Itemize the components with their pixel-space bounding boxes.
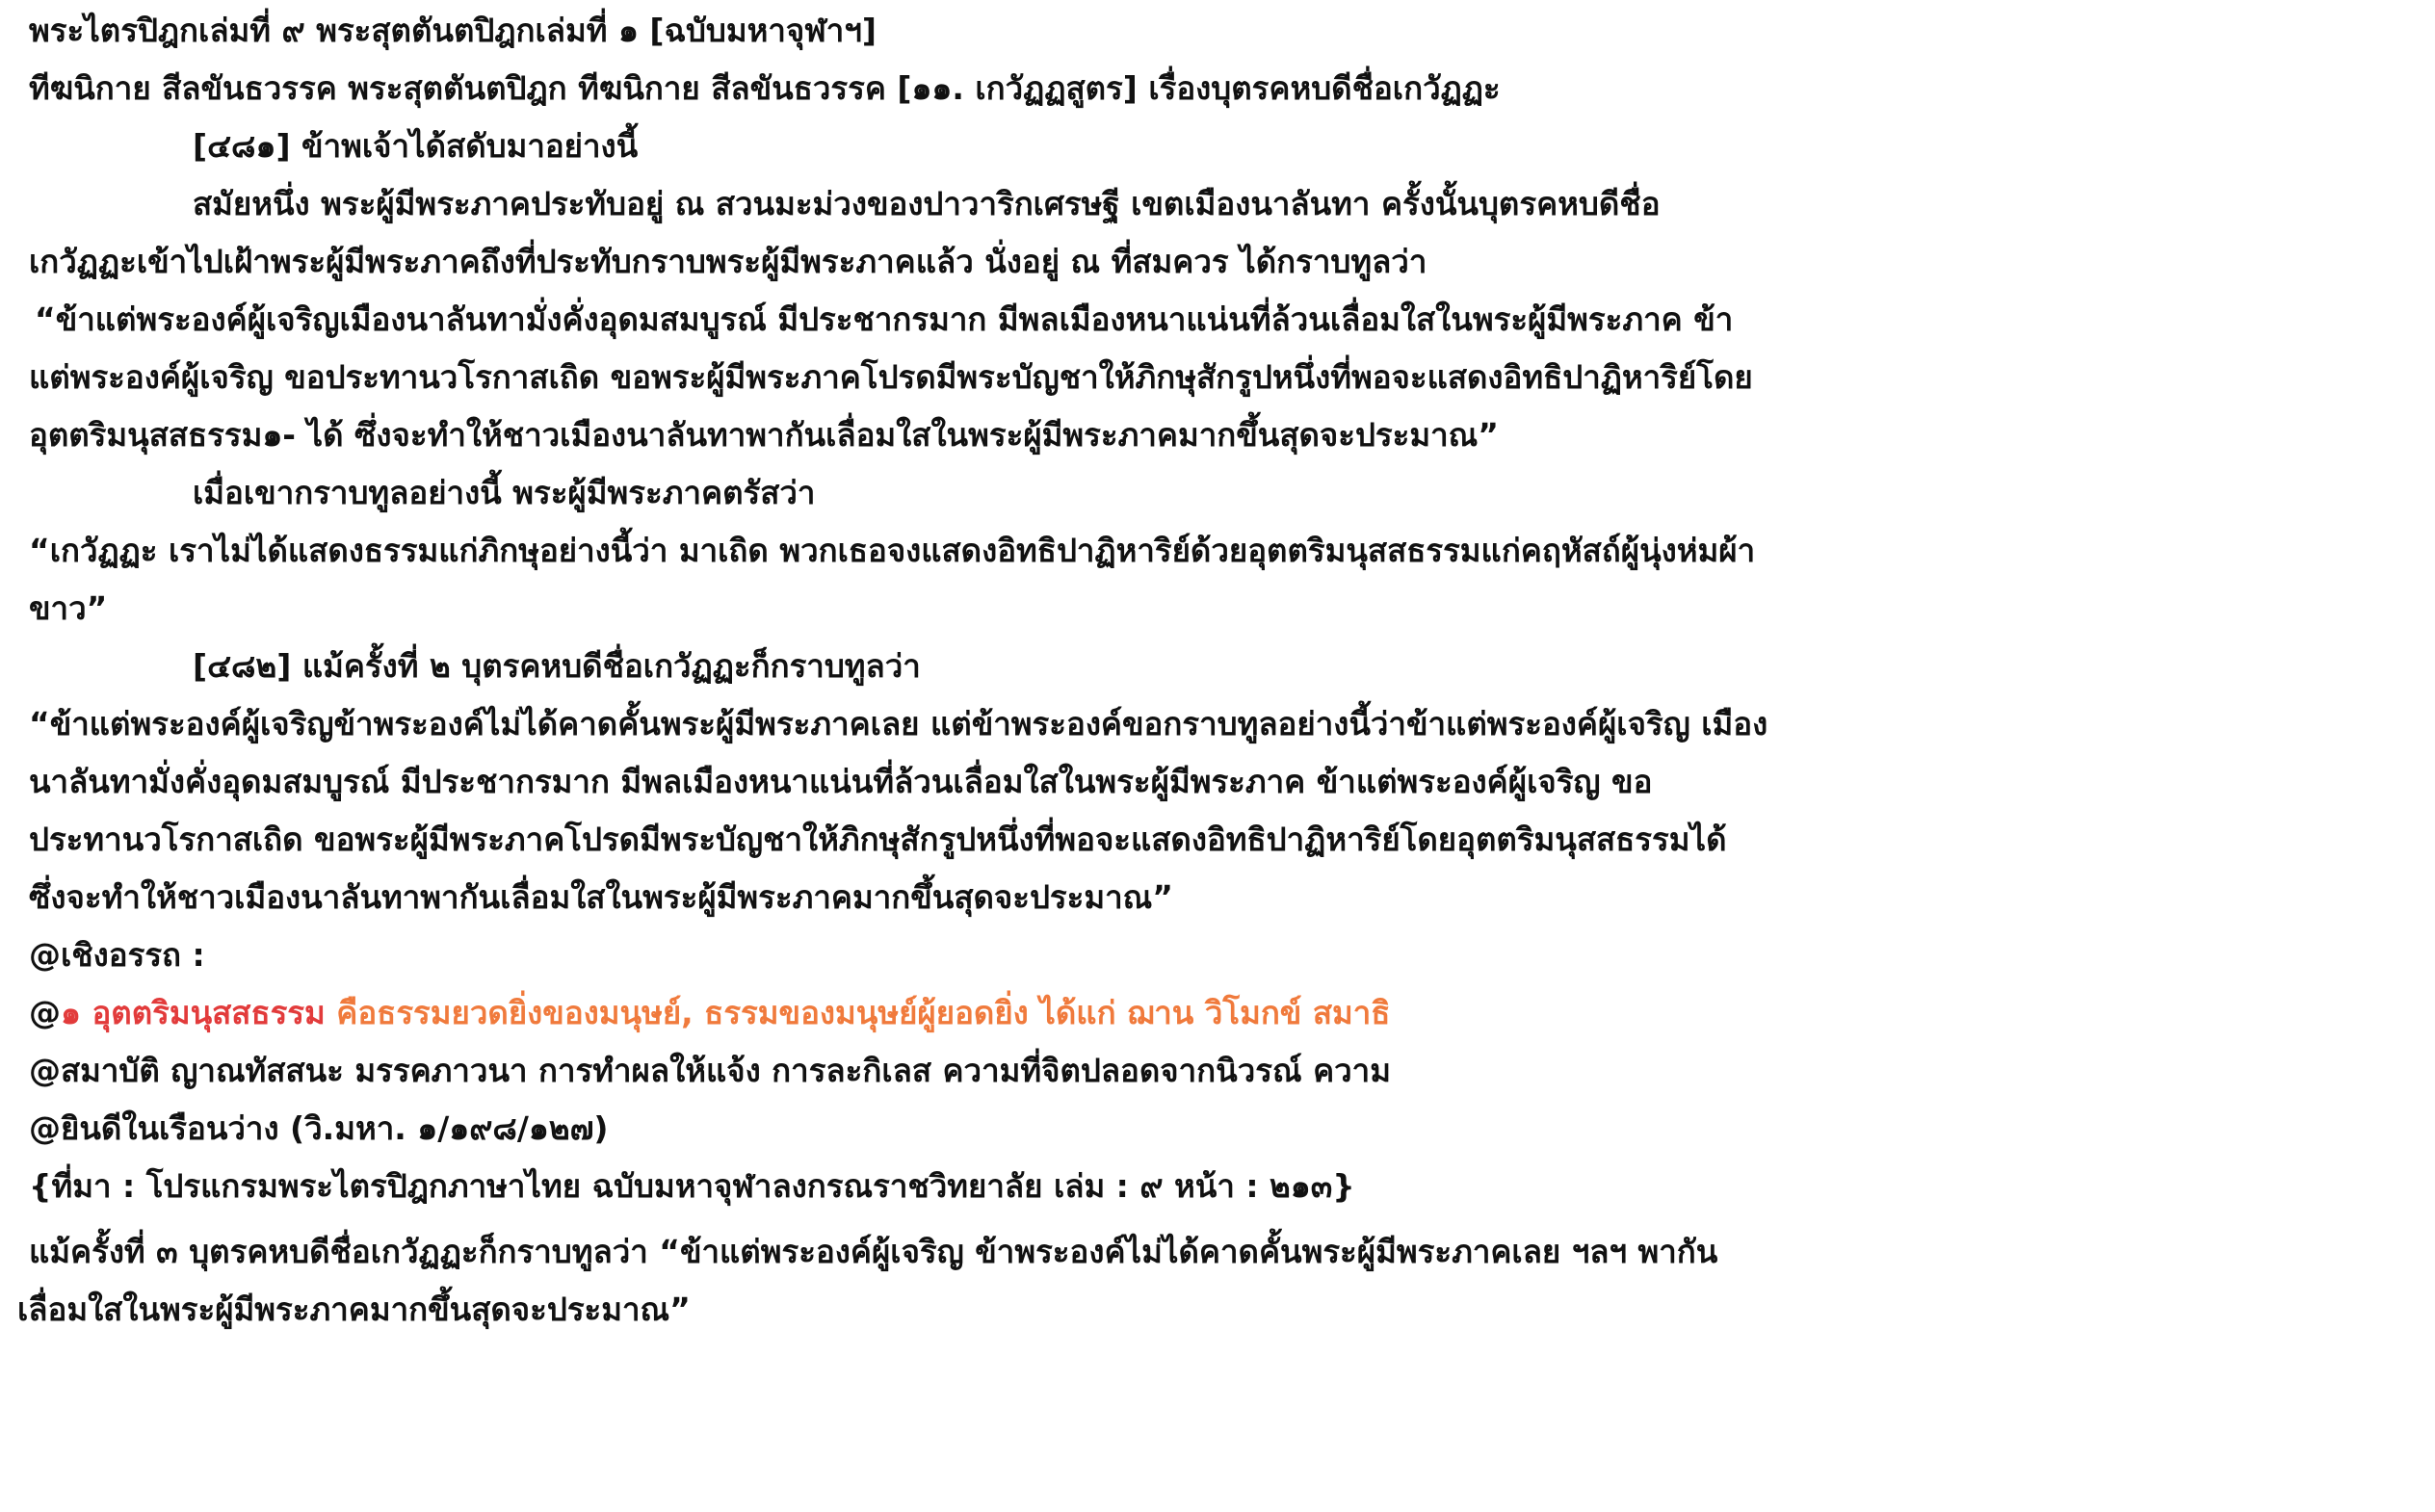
footnote-line: [29, 994, 1390, 1032]
paragraph-line: เลื่อมใสในพระผู้มีพระภาคมากขึ้นสุดจะประมาณ”: [17, 1290, 691, 1328]
paragraph-line: “ข้าแต่พระองค์ผู้เจริญเมืองนาลันทามั่งคั่งอุดมสมบูรณ์ มีประชากรมาก มีพลเมืองหนาแน่นที่ล้วนเลื่อมใสในพระผู้มีพระภาค ข้า: [35, 300, 1734, 338]
footnote-continuation: @สมาบัติ ญาณทัสสนะ มรรคภาวนา การทำผลให้แจ้ง การละกิเลส ความที่จิตปลอดจากนิวรณ์ ความ: [29, 1052, 1391, 1089]
footnote-term: อุตตริมนุสสธรรม: [80, 994, 326, 1031]
footnote-definition: คือธรรมยวดยิ่งของมนุษย์, ธรรมของมนุษย์ผู้ยอดยิ่ง ได้แก่ ฌาน วิโมกข์ สมาธิ: [325, 994, 1391, 1031]
footnote-heading: @เชิงอรรถ :: [29, 936, 205, 974]
paragraph-line: แต่พระองค์ผู้เจริญ ขอประทานวโรกาสเถิด ขอพระผู้มีพระภาคโปรดมีพระบัญชาให้ภิกษุสักรูปหนึ่งที่พอจะแสดงอิทธิปาฏิหาริย์โดย: [29, 358, 1753, 396]
paragraph-line: ประทานวโรกาสเถิด ขอพระผู้มีพระภาคโปรดมีพระบัญชาให้ภิกษุสักรูปหนึ่งที่พอจะแสดงอิทธิปาฏิหาริย์โดยอุตตริมนุสสธรรมได้: [29, 821, 1727, 858]
paragraph-line: “ข้าแต่พระองค์ผู้เจริญข้าพระองค์ไม่ได้คาดคั้นพระผู้มีพระภาคเลย แต่ข้าพระองค์ขอกราบทูลอย่างนี้ว่าข้าแต่พระองค์ผู้เจริญ เมือง: [29, 705, 1768, 743]
paragraph-line: [๔๘๑] ข้าพเจ้าได้สดับมาอย่างนี้: [193, 127, 639, 165]
paragraph-line: สมัยหนึ่ง พระผู้มีพระภาคประทับอยู่ ณ สวนมะม่วงของปาวาริกเศรษฐี เขตเมืองนาลันทา ครั้งนั้นบุตรคหบดีชื่อ: [193, 185, 1661, 222]
source-reference: {ที่มา : โปรแกรมพระไตรปิฎกภาษาไทย ฉบับมหาจุฬาลงกรณราชวิทยาลัย เล่ม : ๙ หน้า : ๒๑๓}: [29, 1167, 1355, 1205]
document-subtitle: ทีฆนิกาย สีลขันธวรรค พระสุตตันตปิฎก ทีฆนิกาย สีลขันธวรรค [๑๑. เกวัฏฏสูตร] เรื่องบุตรคหบดีชื่อเกวัฏฏะ: [29, 69, 1501, 107]
paragraph-line: นาลันทามั่งคั่งอุดมสมบูรณ์ มีประชากรมาก มีพลเมืองหนาแน่นที่ล้วนเลื่อมใสในพระผู้มีพระภาค ข้าแต่พระองค์ผู้เจริญ ขอ: [29, 763, 1653, 800]
paragraph-line: อุตตริมนุสสธรรม๑- ได้ ซึ่งจะทำให้ชาวเมืองนาลันทาพากันเลื่อมใสในพระผู้มีพระภาคมากขึ้นสุดจะประมาณ”: [29, 416, 1499, 454]
paragraph-line: เกวัฏฏะเข้าไปเฝ้าพระผู้มีพระภาคถึงที่ประทับกราบพระผู้มีพระภาคแล้ว นั่งอยู่ ณ ที่สมควร ได้กราบทูลว่า: [29, 243, 1427, 280]
document-title: พระไตรปิฎกเล่มที่ ๙ พระสุตตันตปิฎกเล่มที่ ๑ [ฉบับมหาจุฬาฯ]: [29, 12, 877, 49]
paragraph-line: ขาว”: [29, 589, 108, 627]
paragraph-line: แม้ครั้งที่ ๓ บุตรคหบดีชื่อเกวัฏฏะก็กราบทูลว่า “ข้าแต่พระองค์ผู้เจริญ ข้าพระองค์ไม่ได้คาดคั้นพระผู้มีพระภาคเลย ฯลฯ พากัน: [29, 1233, 1718, 1270]
footnote-number: ๑: [61, 994, 81, 1031]
footnote-at: @: [29, 994, 61, 1031]
paragraph-line: เมื่อเขากราบทูลอย่างนี้ พระผู้มีพระภาคตรัสว่า: [193, 474, 816, 511]
paragraph-line: “เกวัฏฏะ เราไม่ได้แสดงธรรมแก่ภิกษุอย่างนี้ว่า มาเถิด พวกเธอจงแสดงอิทธิปาฏิหาริย์ด้วยอุตตริมนุสสธรรมแก่คฤหัสถ์ผู้นุ่งห่มผ้า: [29, 532, 1756, 569]
paragraph-line: ซึ่งจะทำให้ชาวเมืองนาลันทาพากันเลื่อมใสในพระผู้มีพระภาคมากขึ้นสุดจะประมาณ”: [29, 878, 1173, 916]
footnote-continuation: @ยินดีในเรือนว่าง (วิ.มหา. ๑/๑๙๘/๑๒๗): [29, 1109, 609, 1147]
paragraph-line: [๔๘๒] แม้ครั้งที่ ๒ บุตรคหบดีชื่อเกวัฏฏะก็กราบทูลว่า: [193, 647, 921, 685]
